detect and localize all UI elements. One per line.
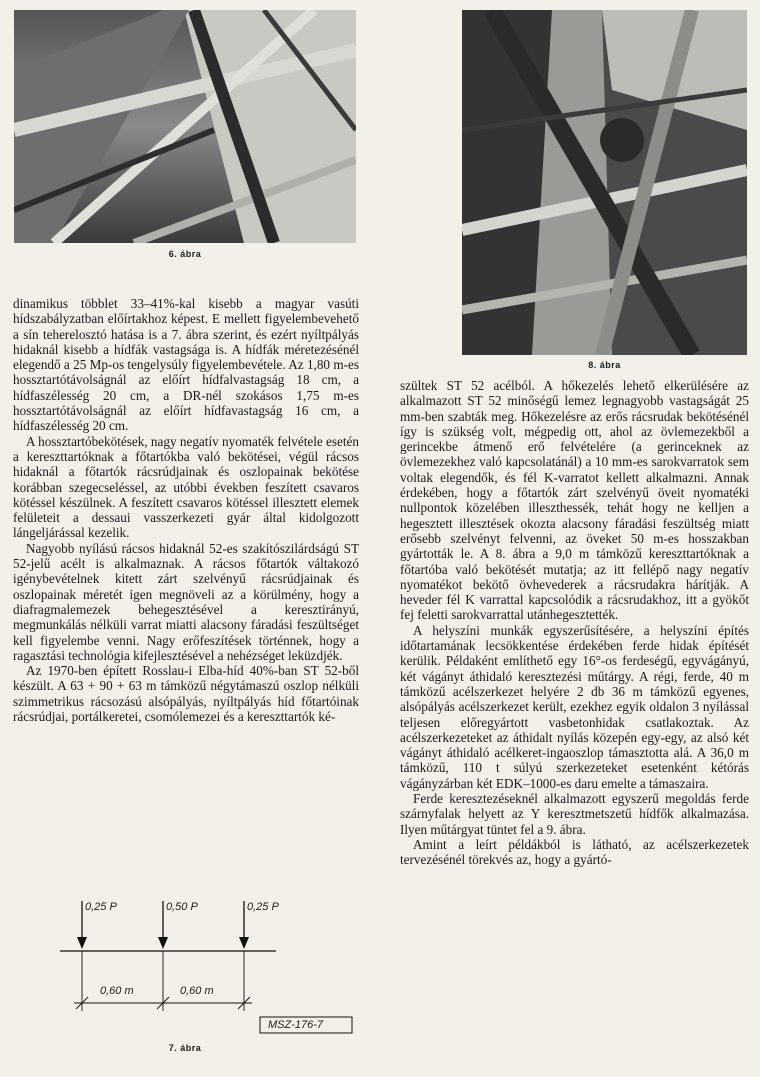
- load-arrowhead: [77, 937, 87, 949]
- figure-8-caption: 8. ábra: [588, 360, 621, 370]
- paragraph: szültek ST 52 acélból. A hőkezelés lehető elkerülésére az alkalmazott ST 52 minőségű lemez legnagyobb vastagságát 25 mm-ben szabták meg. Hőkezelésre az erős rácsrudak bekötésénél így is szükség volt, mégpedig ott, ahol az övlemezekből a gerincekbe átmenő erő felvételére (a gerinceknek az övlemezekhez való kapcsolatánál) a 10 mm-es sarokvarratok sem voltak elegendők, és fél K-varratot kellett alkalmazni. Annak érdekében, hogy a főtartók zárt szelvényű öveit nyomatéki nullpontok közelében illeszthessék, tehát hogy ne kelljen a hegesztett illesztések okozta alacsony fáradási feszültség miatt erősebb szelvényt felvenni, az öveket 50 m-es hosszakban gyártották le. A 8. ábra a 9,0 m támközű kereszttartóknak a főtartóba való bekötését mutatja; az itt fellépő nagy negatív nyomatékot bekötő övhevederek a rácsrudakra hárítják. A heveder fél K varrattal kapcsolódik a rácsrudakhoz, itt a gyökőt fej feletti sarokvarrattal utánhegesztették.: [400, 378, 749, 623]
- span-label: 0,60 m: [180, 985, 214, 997]
- paragraph: Amint a leírt példákból is látható, az acélszerkezetek tervezésénél törekvés az, hogy a gyártó-: [400, 836, 749, 868]
- load-label: 0,25 P: [247, 901, 279, 913]
- paragraph: dinamikus többlet 33–41%-kal kisebb a magyar vasúti hídszabályzatban előírtakhoz képest. E mellett figyelembevehető a sín teherelosztó hatása is a 7. ábra szerint, és ezért nyíltpályás hidaknál kisebb a hídfák vastagsága is. A hídfák méretezésénél elegendő a 25 Mp-os tengelysúly figyelembevétele. Az 1,80 m-es hossztartótávolságnál az előírt hídfalvastagság 18 cm, a hídfaszélesség 20 cm, a DR-nél szokásos 1,75 m-es hossztartótávolságnál az előírt hídfavastagság 16 cm, a hídfaszélesség 20 cm.: [13, 296, 359, 434]
- paragraph: A helyszíni munkák egyszerűsítésére, a helyszíni építés időtartamának lecsökkentése érdekében ferde hidak építését kerülik. Példaként említhető egy 16°-os ferdeségű, egyvágányú, két vágányt áthidaló keresztezési műtárgy. A régi, ferde, 40 m támközű acélszerkezet helyére 2 db 36 m támközű egyenes, alsópályás acélszerkezet került, ezekhez egyik oldalon 3 nyílással teljesen előregyártott vasbetonhidak csatlakoztak. Az acélszerkezeteket az áthidalt nyílás közepén egy-egy, az alsó két vágányt áthidaló acélkeret-ingaoszlop támasztotta alá. A 36,0 m támközű, 110 t súlyú szerkezeteket esetenként kétórás vágányzárban két EDK–1000-es daru emelte a támaszaira.: [400, 622, 749, 791]
- figure-7-caption: 7. ábra: [168, 1043, 202, 1053]
- paragraph: A hossztartóbekötések, nagy negatív nyomaték felvétele esetén a kereszttartóknak a főtartókba való bekötései, végül rácsos hidaknál a főtartók rácsrúdjainak és oszlopainak bekötése korábban szegecseléssel, az utóbbi években feszített csavaros kötéssel készülnek. A feszített csavaros kötéssel illesztett elemek felületeit a dessaui vasszerkezeti gyár által kidolgozott lángeljárással kezelik.: [13, 433, 359, 541]
- load-label: 0,25 P: [85, 901, 117, 913]
- paragraph: Ferde keresztezéseknél alkalmazott egyszerű megoldás ferde szárnyfalak helyett az Y keresztmetszetű hídfők alkalmazása. Ilyen műtárgyat tüntet fel a 9. ábra.: [400, 791, 749, 837]
- figure-6-photo: [14, 10, 356, 243]
- paragraph: Az 1970-ben épített Rosslau-i Elba-híd 40%-ban ST 52-ből készült. A 63 + 90 + 63 m támközű négytámaszú oszlop nélküli szimmetrikus rácsozású alsópályás, nyíltpályás híd főtartóinak rácsrúdjai, portálkeretei, csomólemezei és a kereszttartók ké-: [13, 663, 359, 725]
- load-label: 0,50 P: [166, 901, 198, 913]
- figure-6-caption: 6. ábra: [168, 249, 202, 259]
- load-arrowhead: [239, 937, 249, 949]
- right-column-text: [400, 378, 749, 868]
- paragraph: Nagyobb nyílású rácsos hidaknál 52-es szakítószilárdságú ST 52-jelű acélt is alkalmaznak. A rácsos főtartók váltakozó igénybevételnek kitett zárt szelvényű rácsrúdjainak és oszlopainak méretét igen megnöveli az a körülmény, hogy a diafragmalemezek behegesztésével a keresztirányú, megmunkálás nélküli varrat miatti alacsony fáradási feszültséget kell figyelembe venni. Nagy erőfeszítések történnek, hogy a ragasztási technológia kifejlesztésével a nehézséget leküzdjék.: [13, 540, 359, 663]
- standard-stamp: MSZ-176-7: [268, 1019, 324, 1031]
- figure-7-diagram: [60, 893, 360, 1038]
- span-label: 0,60 m: [100, 985, 134, 997]
- load-arrowhead: [158, 937, 168, 949]
- left-column-text: [13, 296, 359, 724]
- figure-8-photo: [462, 10, 747, 355]
